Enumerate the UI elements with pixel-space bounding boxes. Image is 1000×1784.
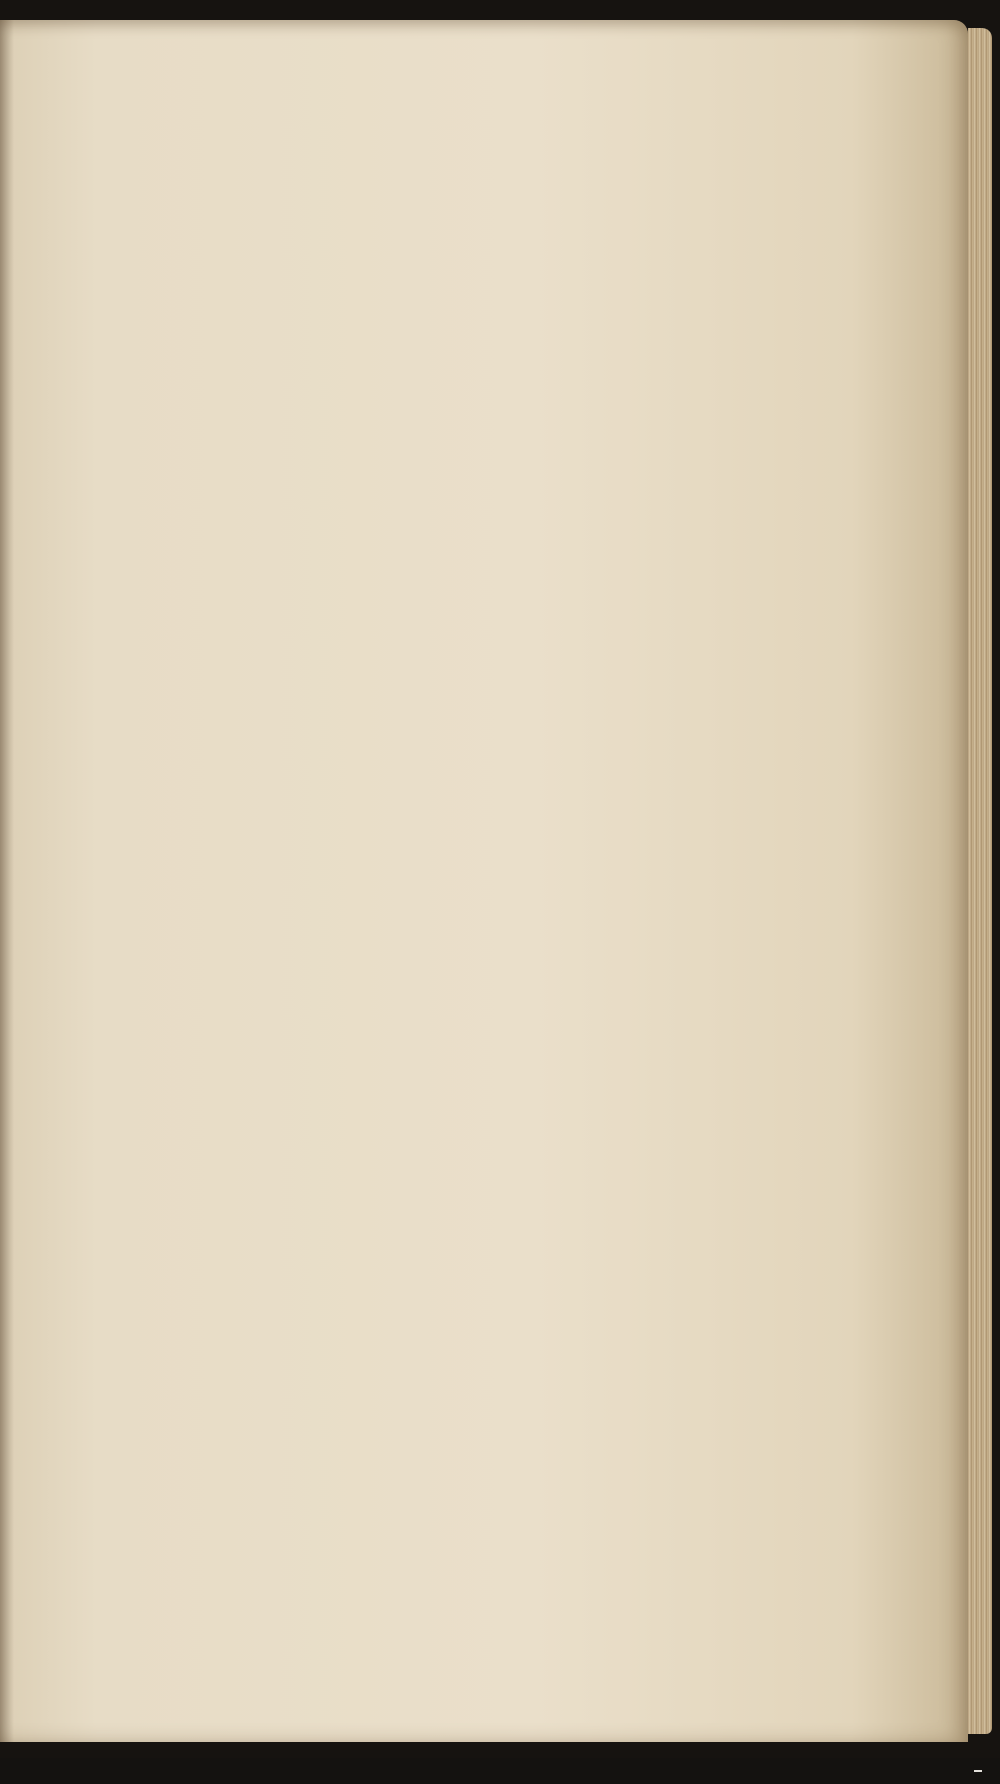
dfg-logo	[974, 1770, 982, 1772]
gutter-shadow	[0, 20, 14, 1742]
footer-bar	[0, 1758, 1000, 1784]
page-edges	[968, 28, 992, 1734]
section-heading	[18, 180, 808, 218]
text-block	[18, 180, 808, 292]
chapter-heading	[18, 218, 808, 258]
footer-credit	[970, 1762, 982, 1775]
catchword	[18, 258, 808, 292]
